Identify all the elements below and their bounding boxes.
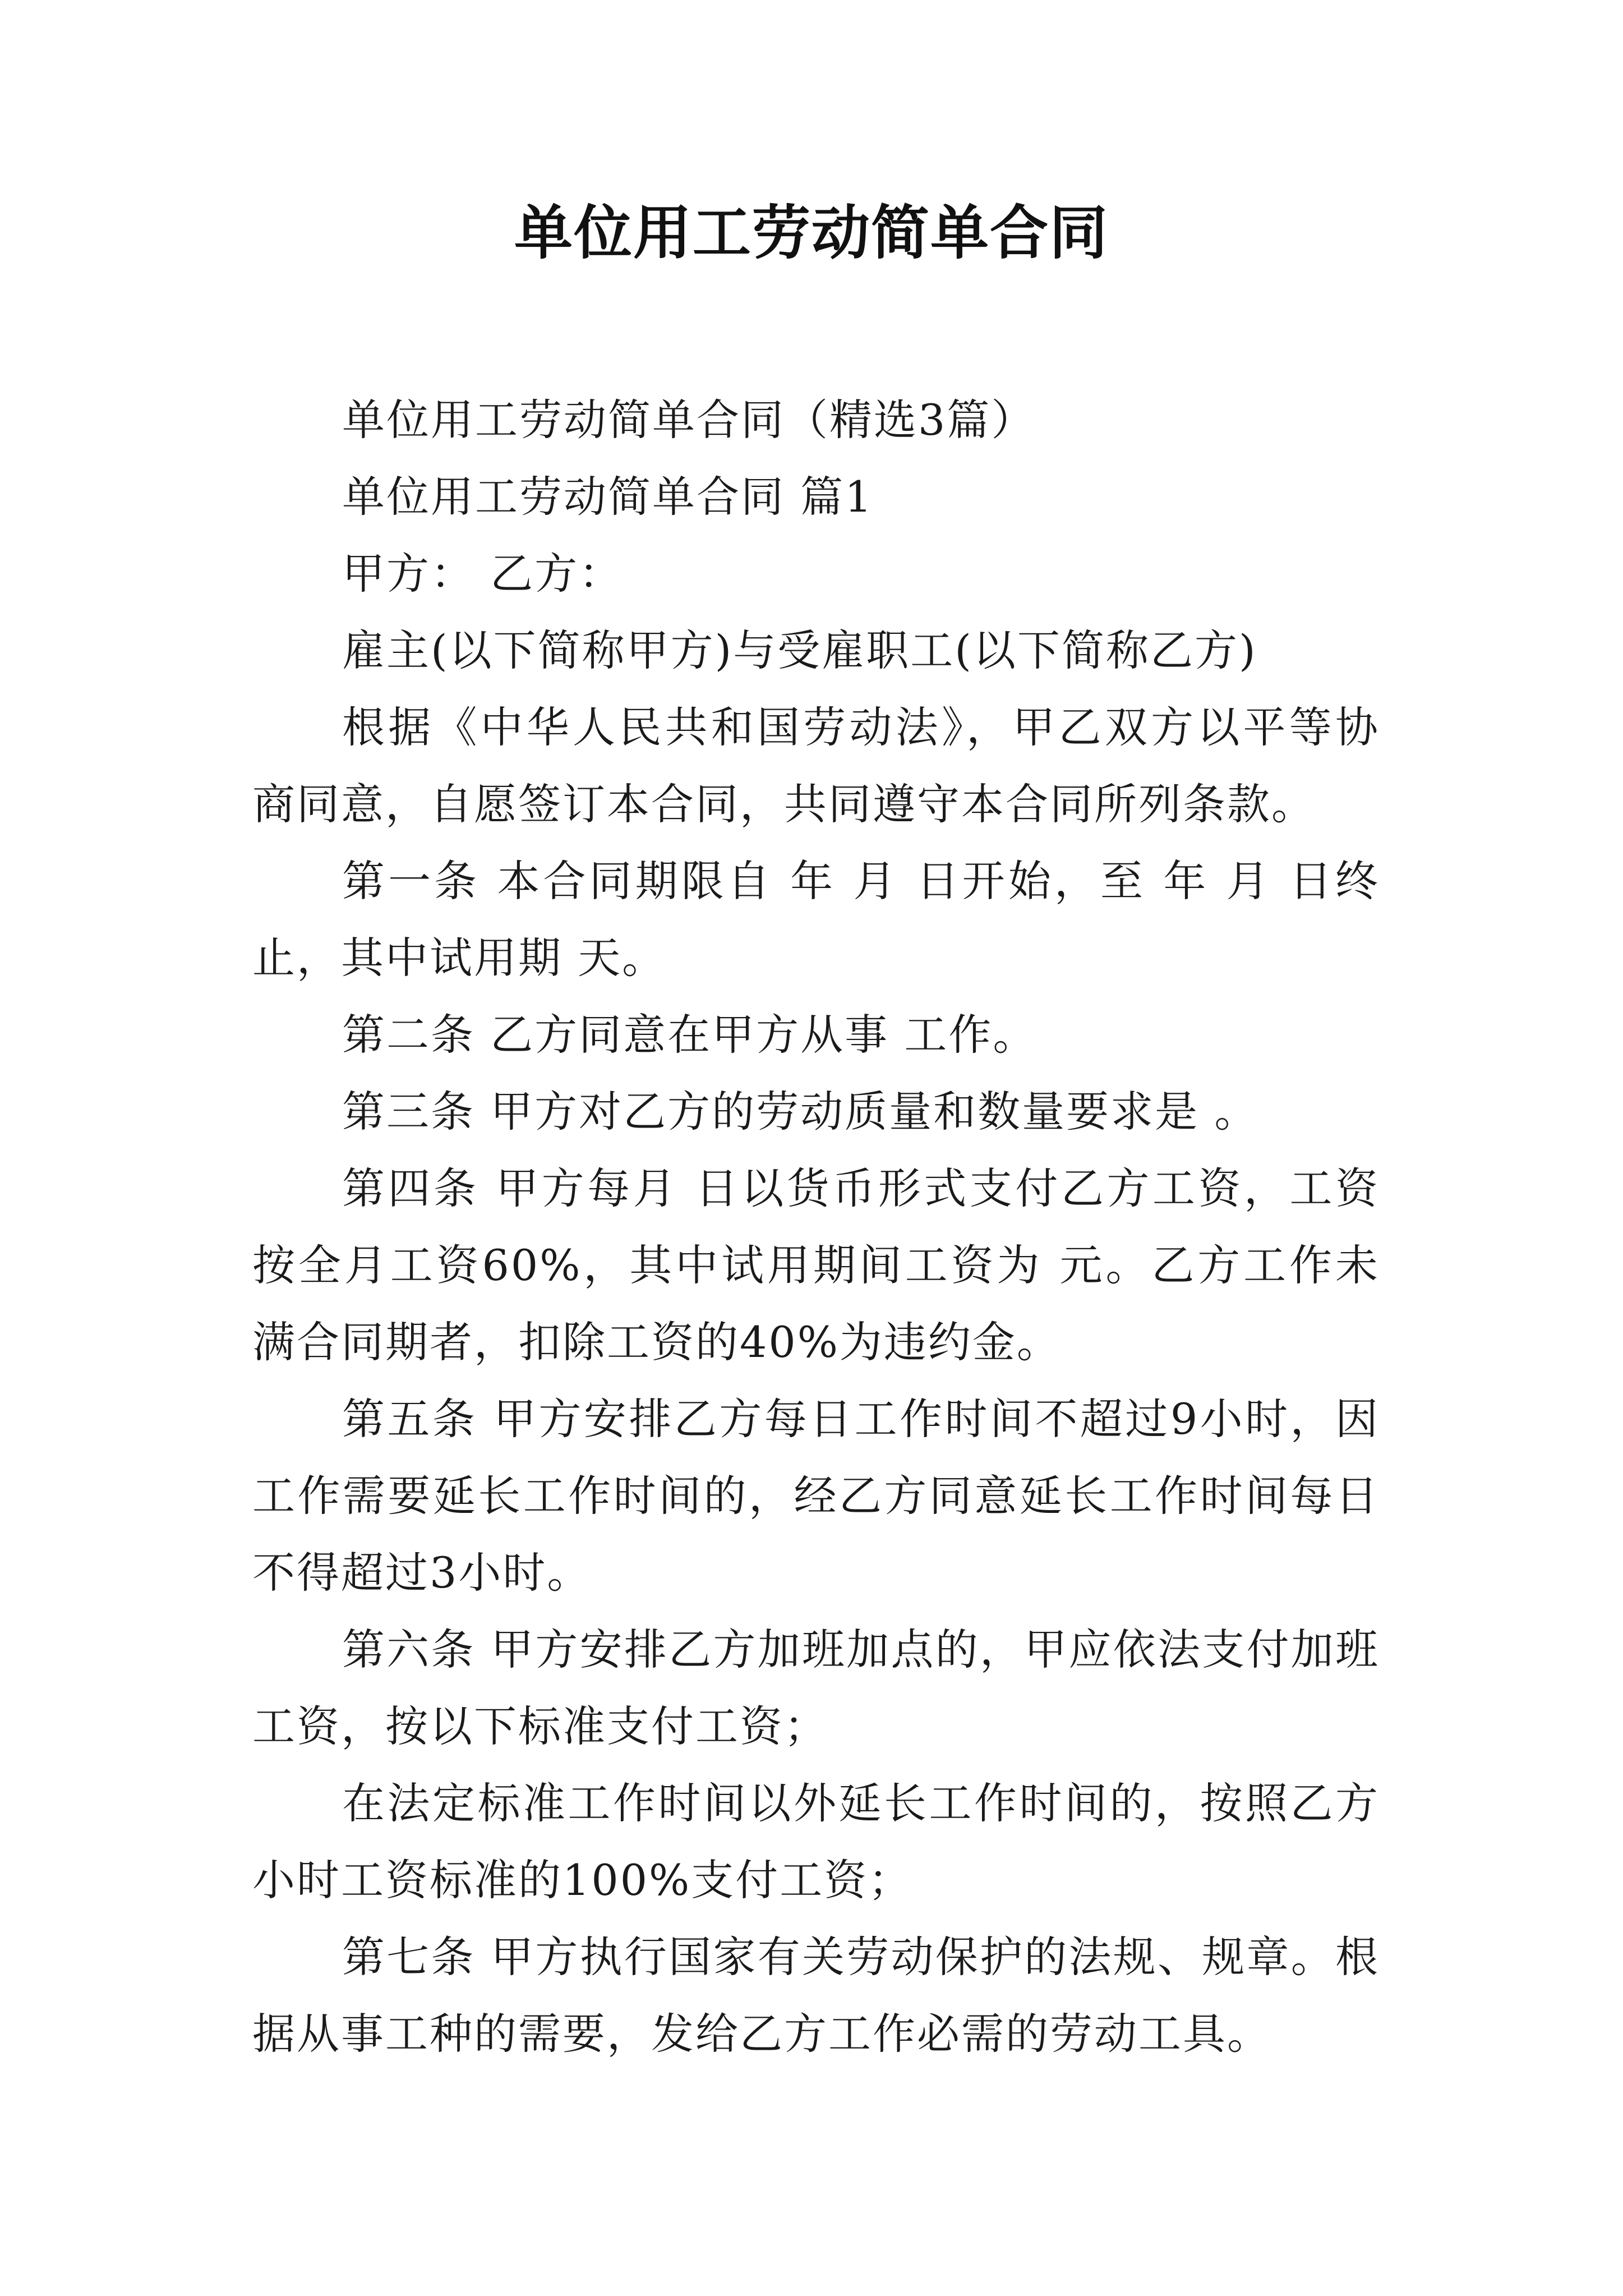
clause-2: 第二条 乙方同意在甲方从事 工作。 [342,1010,1038,1060]
clause-5: 第五条 甲方安排乙方每日工作时间不超过9小时，因工作需要延长工作时间的，经乙方同意延长工作时间每日不得超过3小时。 [252,1394,1380,1598]
preamble-paragraph: 根据《中华人民共和国劳动法》，甲乙双方以平等协商同意，自愿签订本合同，共同遵守本合同所列条款。 [252,702,1380,829]
subtitle-paragraph: 单位用工劳动简单合同（精选3篇） [342,395,1036,445]
clause-6: 第六条 甲方安排乙方加班加点的，甲应依法支付加班工资，按以下标准支付工资； [252,1625,1380,1751]
clause-3: 第三条 甲方对乙方的劳动质量和数量要求是 。 [342,1087,1259,1137]
clause-6-detail: 在法定标准工作时间以外延长工作时间的，按照乙方小时工资标准的100%支付工资； [252,1778,1380,1905]
clause-4: 第四条 甲方每月 日以货币形式支付乙方工资，工资按全月工资60%，其中试用期间工资为 元。乙方工作未满合同期者，扣除工资的40%为违约金。 [252,1163,1380,1367]
clause-1: 第一条 本合同期限自 年 月 日开始，至 年 月 日终止，其中试用期 天。 [252,856,1380,983]
document-title: 单位用工劳动简单合同 [514,199,1109,267]
parties-line: 甲方： 乙方： [342,549,624,599]
clause-7: 第七条 甲方执行国家有关劳动保护的法规、规章。根据从事工种的需要，发给乙方工作必需的劳动工具。 [252,1932,1380,2059]
parties-definition: 雇主(以下简称甲方)与受雇职工(以下简称乙方) [342,625,1257,675]
document-body [252,381,1380,2072]
section-heading: 单位用工劳动简单合同 篇1 [342,472,874,522]
